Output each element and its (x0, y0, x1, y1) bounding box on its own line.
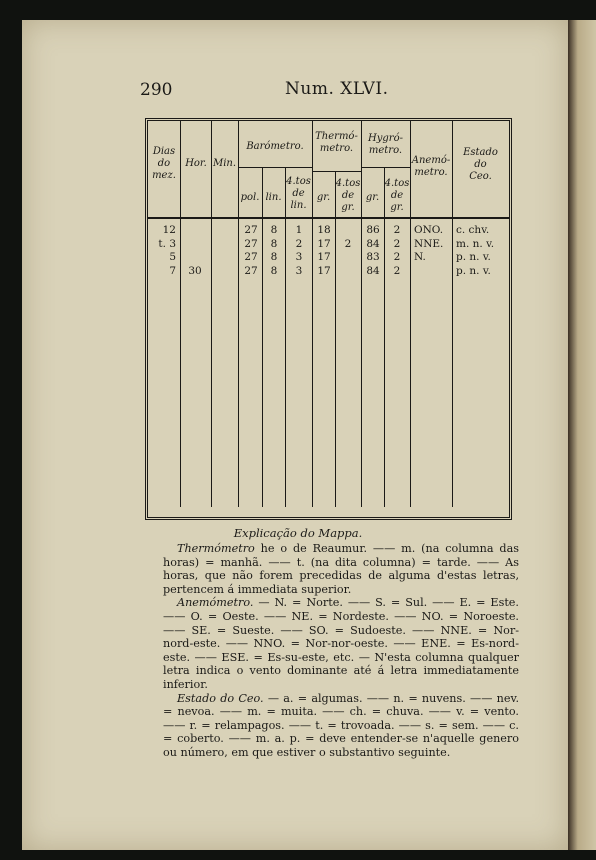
adjacent-page-edge (568, 20, 596, 850)
table-cell-lin: 8 (270, 264, 278, 277)
col-rule (180, 121, 181, 507)
table-cell-estado: m. n. v. (456, 237, 495, 250)
header-estado: Estado do Ceo. (463, 147, 498, 182)
table-cell-lin: 8 (270, 251, 278, 263)
table-cell-pol: 27 (244, 224, 258, 236)
table-cell-pol: 27 (244, 237, 258, 250)
col-rule (262, 167, 263, 507)
barometro-sub-rule (238, 167, 312, 168)
explanation-caption: Explicação do Mappa. (233, 526, 363, 540)
table-cell-thermo-gr: 17 (317, 237, 331, 250)
table-cell-anemometro: NNE. (414, 237, 444, 250)
header-barometro: Barómetro. (246, 141, 304, 152)
header-dias: Dias do mez. (152, 146, 176, 181)
header-bottom-rule (148, 217, 509, 219)
table-cell-quartos-lin: 3 (295, 251, 303, 263)
header-thermo-quartos: 4.tos de gr. (335, 178, 361, 213)
col-rule (238, 121, 239, 507)
thermometer-note: Thermómetro he o de Reaumur. —— m. (na columna das horas) = manhã. —— t. (na dita columna) = tarde. —— As horas, que não forem precedidas de alguma d'estas letras, pertencem á immediata superior. (163, 542, 519, 596)
table-cell-quartos-lin: 1 (295, 224, 303, 236)
table-cell-quartos-lin: 3 (295, 264, 303, 277)
header-hor: Hor. (185, 158, 207, 169)
header-thermo-gr: gr. (316, 192, 331, 203)
anemometer-note: Anemómetro. — N. = Norte. —— S. = Sul. —— E. = Este. —— O. = Oeste. —— NE. = Nordeste. —— NO. = Noroeste. —— SE. = Sueste. —— SO. = Sudoeste. —— NNE. = Nor-nord-este. —— NNO. = Nor-nor-oeste. —— ENE. = Es-nord-este. —— ESE. = Es-su-este, etc. — N'esta columna qualquer letra indica o vento dominante até á letra immediatamente inferior. (163, 596, 519, 691)
table-cell-pol: 27 (244, 251, 258, 263)
table-cell-pol: 27 (244, 264, 258, 277)
table-cell-hygro-quartos: 2 (393, 264, 401, 277)
table-cell-hygro-quartos: 2 (393, 237, 401, 250)
header-hygro-quartos: 4.tos de gr. (384, 178, 410, 213)
running-head: Num. XLVI. (285, 79, 389, 99)
table-cell-dia: 12 (162, 224, 176, 236)
header-anemometro: Anemó- metro. (411, 155, 451, 178)
header-hygro-gr: gr. (365, 192, 380, 203)
table-cell-dia: 5 (169, 251, 176, 263)
table-cell-lin: 8 (270, 237, 278, 250)
table-cell-anemometro: N. (414, 251, 426, 263)
table-cell-hygro-gr: 84 (366, 237, 380, 250)
table-cell-thermo-gr: 17 (317, 264, 331, 277)
table-cell-estado: p. n. v. (456, 264, 491, 277)
table-cell-hygro-quartos: 2 (393, 224, 401, 236)
col-rule (361, 121, 362, 507)
table-cell-lin: 8 (270, 224, 278, 236)
header-lin: lin. (265, 192, 282, 203)
col-rule (384, 167, 385, 507)
table-cell-estado: p. n. v. (456, 251, 491, 263)
table-cell-anemometro: ONO. (414, 224, 444, 236)
table-cell-hygro-quartos: 2 (393, 251, 401, 263)
thermo-sub-rule (312, 171, 361, 172)
header-pol: pol. (240, 192, 260, 203)
header-thermometro: Thermó- metro. (315, 131, 358, 154)
table-cell-thermo-gr: 18 (317, 224, 331, 236)
header-quartos-lin: 4.tos de lin. (286, 176, 311, 211)
table-cell-quartos-lin: 2 (295, 237, 303, 250)
table-cell-hygro-gr: 86 (366, 224, 380, 236)
table-cell-hygro-gr: 83 (366, 251, 380, 263)
col-rule (285, 167, 286, 507)
table-cell-dia: 7 (169, 264, 176, 277)
sky-state-note: Estado do Ceo. — a. = algumas. —— n. = nuvens. —— nev. = nevoa. —— m. = muita. —— ch. = chuva. —— v. = vento. —— r. = relampagos. —— t. = trovoada. —— s. = sem. —— c. = coberto. —— m. a. p. = deve entender-se n'aquelle genero ou número, em que estiver o substantivo seguinte. (163, 691, 519, 759)
explanation-text (163, 542, 519, 760)
table-cell-dia: t. 3 (158, 237, 176, 250)
page-number: 290 (140, 80, 173, 100)
col-rule (335, 171, 336, 507)
col-rule (312, 121, 313, 507)
table-cell-estado: c. chv. (456, 224, 490, 236)
table-cell-hor: 30 (188, 264, 202, 277)
col-rule (211, 121, 212, 507)
header-hygrometro: Hygró- metro. (368, 133, 403, 156)
hygro-sub-rule (361, 167, 410, 168)
header-min: Min. (212, 158, 237, 169)
table-cell-hygro-gr: 84 (366, 264, 380, 277)
table-cell-thermo-gr: 17 (317, 251, 331, 263)
table-cell-thermo-quartos: 2 (344, 237, 352, 250)
